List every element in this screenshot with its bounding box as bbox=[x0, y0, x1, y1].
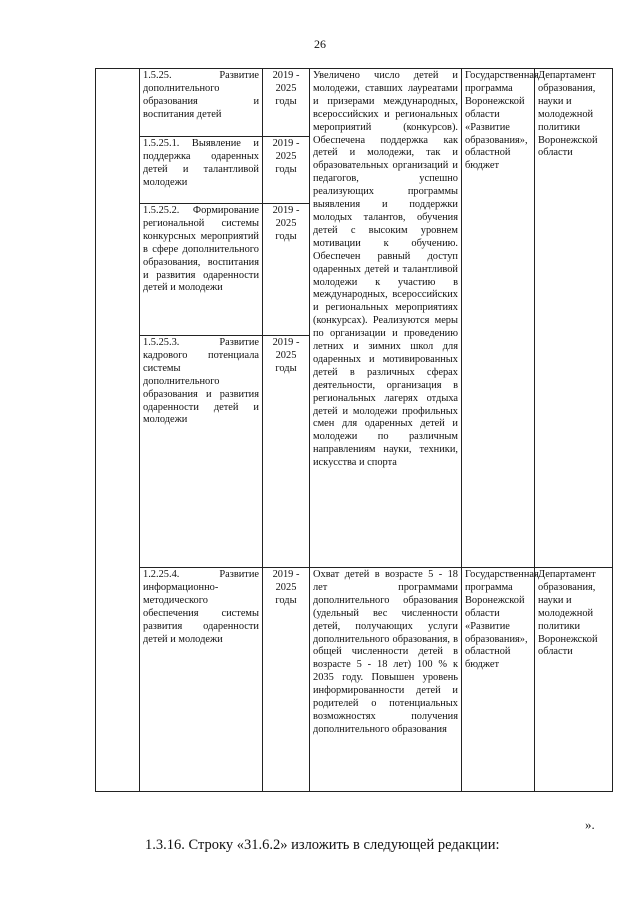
measure-years-cell: 2019 - 2025 годы bbox=[263, 336, 310, 568]
blank-column-cell bbox=[96, 69, 140, 792]
measure-years-cell: 2019 - 2025 годы bbox=[263, 204, 310, 336]
expected-result-cell: Увеличено число детей и молодежи, ставших лауреатами и призерами международных, всероссийских и региональных мероприятий (конкурсов). Обеспечена поддержка как детей и молодежи, так и образовательных организаций и педагогов, успешно реализующих программы выявления и поддержки молодых талантов, обучения детей с высоким уровнем мотивации к обучению. Обеспечен равный доступ одаренных детей и талантливой молодежи к участию в международных, всероссийских и региональных мероприятиях (конкурсах). Реализуются меры по организации и проведению летних и зимних школ для одаренных и мотивированных детей в различных сферах деятельности, организация в региональных лагерях отдыха детей и молодежи профильных смен для одаренных детей и молодежи по различным направлениям науки, техники, искусства и спорта bbox=[310, 69, 462, 568]
measure-name-cell: 1.5.25. Развитие дополнительного образования и воспитания детей bbox=[140, 69, 263, 137]
executor-cell: Департамент образования, науки и молодежной политики Воронежской области bbox=[535, 568, 613, 792]
amendment-text: 1.3.16. Строку «31.6.2» изложить в следующей редакции: bbox=[145, 837, 500, 853]
measures-table bbox=[95, 68, 613, 792]
funding-source-cell: Государственная программа Воронежской области «Развитие образования», областной бюджет bbox=[462, 69, 535, 568]
measure-name-cell: 1.5.25.2. Формирование региональной системы конкурсных мероприятий в сфере дополнительного образования, воспитания и развития одаренности детей и молодежи bbox=[140, 204, 263, 336]
measure-years-cell: 2019 - 2025 годы bbox=[263, 69, 310, 137]
measure-name-cell: 1.5.25.3. Развитие кадрового потенциала системы дополнительного образования и развития одаренности детей и молодежи bbox=[140, 336, 263, 568]
measure-years-cell: 2019 - 2025 годы bbox=[263, 137, 310, 204]
page-number: 26 bbox=[314, 37, 326, 51]
funding-source-cell: Государственная программа Воронежской области «Развитие образования», областной бюджет bbox=[462, 568, 535, 792]
closing-quote: ». bbox=[585, 817, 595, 832]
expected-result-cell: Охват детей в возрасте 5 - 18 лет программами дополнительного образования (удельный вес численности детей, получающих услуги дополнительного образования, в общей численности детей в возрасте 5 - 18 лет) 100 % к 2035 году. Повышен уровень информированности детей и родителей о потенциальных возможностях получения дополнительного образования bbox=[310, 568, 462, 792]
table-row bbox=[96, 568, 613, 792]
table-row bbox=[96, 69, 613, 137]
measure-name-cell: 1.5.25.1. Выявление и поддержка одаренных детей и талантливой молодежи bbox=[140, 137, 263, 204]
measure-name-cell: 1.2.25.4. Развитие информационно-методического обеспечения системы развития одаренности детей и молодежи bbox=[140, 568, 263, 792]
measure-years-cell: 2019 - 2025 годы bbox=[263, 568, 310, 792]
executor-cell: Департамент образования, науки и молодежной политики Воронежской области bbox=[535, 69, 613, 568]
